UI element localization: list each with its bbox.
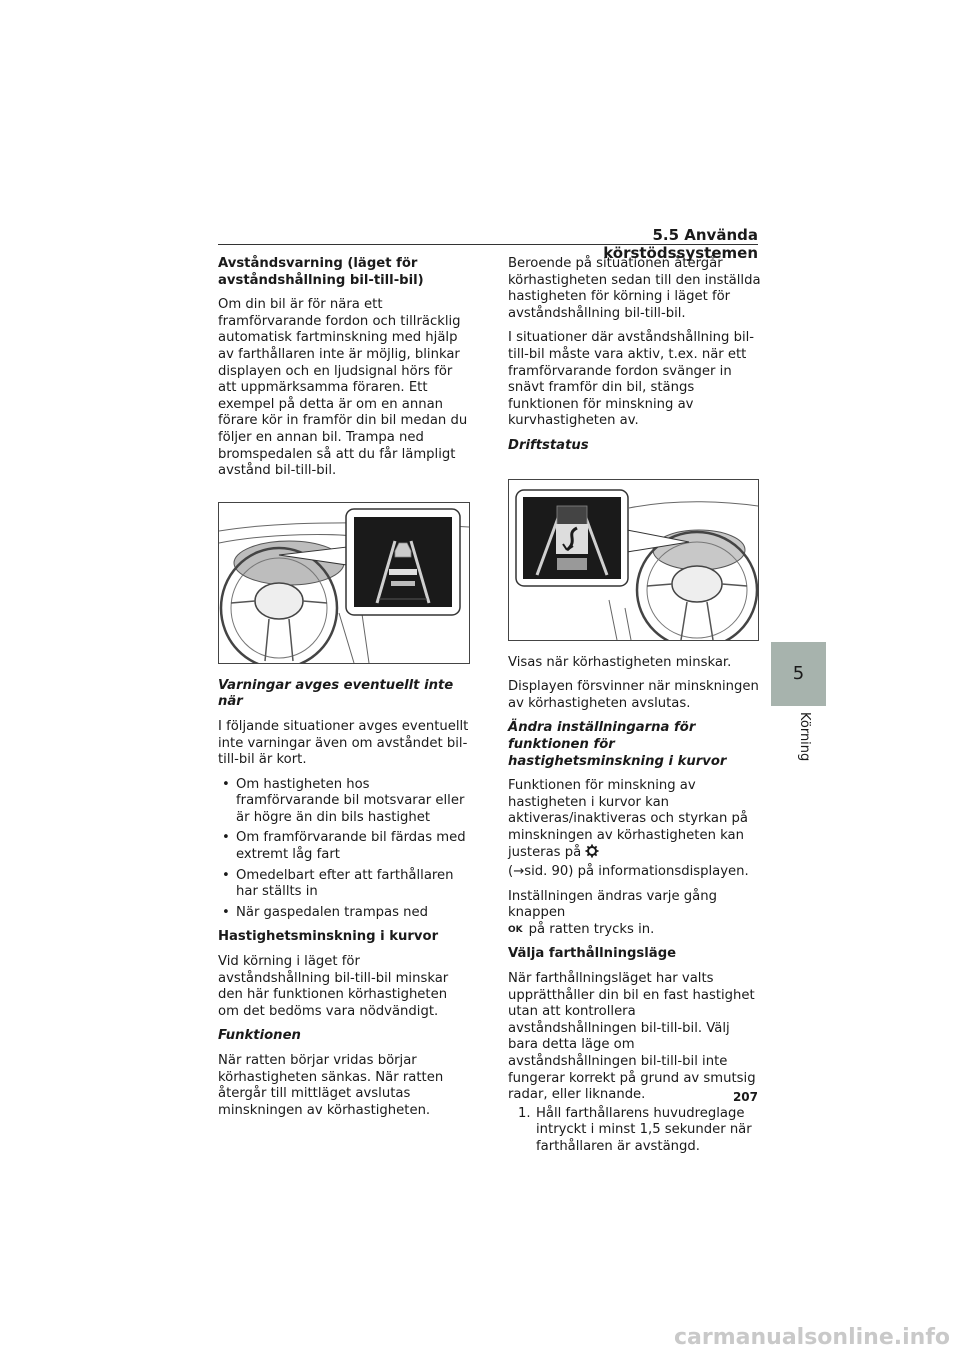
list-item: • Om hastigheten hos framförvarande bil motsvarar eller är högre än din bils hastighet (218, 777, 472, 827)
dashboard-warning-illustration (219, 503, 469, 663)
paragraph-cruise-mode: När farthållningsläget har valts upprätthåller din bil en fast hastighet utan att kontrollera avståndshållningen bil-till-bil. Välj bara detta läge om avståndshållningen bil-till-bil inte fungerar korrekt på grund av smutsig radar, eller liknande. (508, 971, 756, 1103)
paragraph-returns-to-speed: Beroende på situationen återgår körhastigheten sedan till den inställda hastigheten för körning i läget för avståndshållning bil-till-bil. (508, 256, 761, 321)
figure-operation-status (508, 479, 759, 641)
dashboard-curve-illustration (509, 480, 758, 640)
paragraph-function-off: I situationer där avståndshållning bil-till-bil måste vara aktiv, t.ex. när ett framförvarande fordon svänger in snävt framför din bil, stängs funktionen för minskning av kurvhastigheten av. (508, 330, 755, 429)
heading-warnings-may-not: Varningar avges eventuellt inte när (218, 677, 454, 710)
paragraph-settings-adjust (508, 778, 762, 881)
figure-distance-warning (218, 502, 470, 664)
paragraph-function: När ratten börjar vridas börjar körhastigheten sänkas. När ratten återgår till mittläget avslutas minskningen av körhastigheten. (218, 1053, 444, 1118)
right-column (508, 256, 762, 1156)
paragraph-distance-warning: Om din bil är för nära ett framförvarande fordon och tillräcklig automatisk fartminskning med hjälp av farthållaren inte är möjlig, blinkar displayen och en ljudsignal hörs för att uppmärksamma föraren. Ett exempel på detta är om en annan förare kör in framför din bil medan du följer en annan bil. Trampa ned bromspedalen så att du får lämpligt avstånd bil-till-bil. (218, 297, 468, 479)
list-item: • När gaspedalen trampas ned (218, 905, 472, 922)
settings-text-a: Funktionen för minskning av hastigheten i kurvor kan aktiveras/inaktiveras och styrkan på minskningen av körhastigheten kan justeras på (508, 778, 748, 861)
chapter-label: Körning (797, 712, 812, 762)
heading-function: Funktionen (218, 1028, 301, 1044)
left-column (218, 256, 472, 1127)
step-number: 1. (518, 1105, 531, 1121)
heading-change-settings: Ändra inställningarna för funktionen för hastighetsminskning i kurvor (508, 720, 727, 769)
paragraph-curve-speed-reduction: Vid körning i läget för avståndshållning bil-till-bil minskar den här funktionen körhastigheten om det bedöms vara nödvändigt. (218, 954, 449, 1019)
page-number: 207 (732, 1090, 758, 1104)
settings-text-b: (→sid. 90) på informationsdisplayen. (508, 864, 749, 880)
heading-curve-speed-reduction: Hastighetsminskning i kurvor (218, 929, 439, 945)
chapter-tab: 5 (771, 642, 826, 706)
steps-list (508, 1106, 762, 1156)
paragraph-warnings-may-not: I följande situationer avges eventuellt inte varningar även om avståndet bil-till-bil är kort. (218, 718, 469, 768)
ok-button-icon: OK (508, 924, 523, 935)
section-header: 5.5 Använda körstödssystemen (603, 226, 758, 262)
heading-select-cruise-mode: Välja farthållningsläge (508, 946, 677, 962)
list-item: • Omedelbart efter att farthållaren har ställts in (218, 868, 472, 901)
gear-icon (585, 844, 599, 864)
header-divider (218, 244, 758, 245)
heading-operation-status: Driftstatus (508, 437, 589, 453)
list-item (508, 1106, 762, 1156)
warning-conditions-list (218, 777, 472, 922)
heading-distance-warning: Avståndsvarning (läget för avståndshållning bil-till-bil) (218, 256, 424, 288)
step-text: Håll farthållarens huvudreglage intryckt i minst 1,5 sekunder när farthållaren är avstängd. (536, 1105, 752, 1154)
paragraph-shown-when: Visas när körhastigheten minskar. (508, 654, 732, 670)
setting-changes-text-b: på ratten trycks in. (528, 921, 655, 937)
setting-changes-text-a: Inställningen ändras varje gång knappen (508, 888, 717, 921)
watermark: carmanualsonline.info (674, 1325, 950, 1350)
paragraph-display-disappears: Displayen försvinner när minskningen av körhastigheten avslutas. (508, 679, 759, 711)
list-item: • Om framförvarande bil färdas med extremt låg fart (218, 830, 472, 863)
paragraph-setting-changes (508, 889, 762, 939)
